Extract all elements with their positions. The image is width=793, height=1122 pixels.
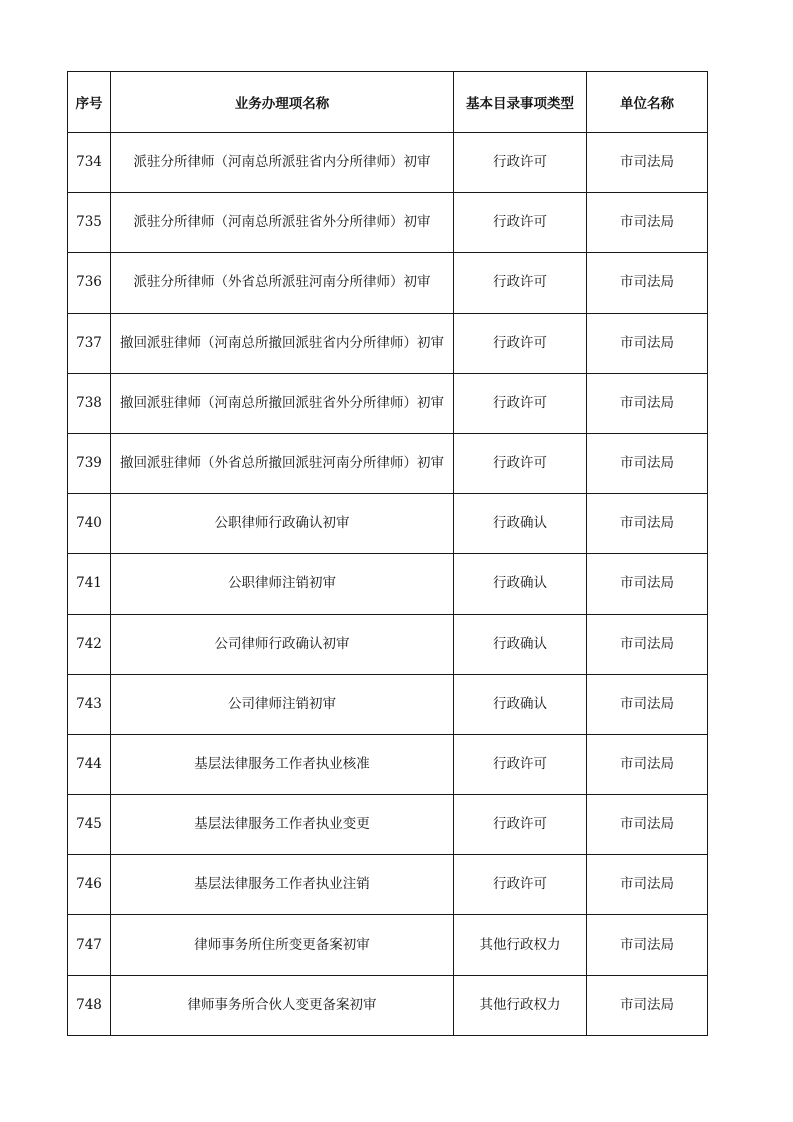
table-row: [68, 975, 708, 1035]
table-row: [68, 313, 708, 373]
service-items-table: [67, 71, 708, 1036]
row-unit: 市司法局: [587, 975, 708, 1035]
table-row: [68, 674, 708, 734]
table-row: [68, 373, 708, 433]
row-unit: 市司法局: [587, 554, 708, 614]
row-type: 行政确认: [454, 554, 587, 614]
row-unit: 市司法局: [587, 433, 708, 493]
header-unit: 单位名称: [587, 72, 708, 133]
row-type: 行政许可: [454, 433, 587, 493]
row-unit: 市司法局: [587, 795, 708, 855]
row-type: 行政许可: [454, 253, 587, 313]
row-unit: 市司法局: [587, 494, 708, 554]
row-no: 737: [68, 313, 111, 373]
row-name: 派驻分所律师（河南总所派驻省内分所律师）初审: [111, 133, 454, 193]
row-unit: 市司法局: [587, 614, 708, 674]
row-type: 行政许可: [454, 795, 587, 855]
row-unit: 市司法局: [587, 915, 708, 975]
row-unit: 市司法局: [587, 253, 708, 313]
table-row: [68, 614, 708, 674]
row-no: 748: [68, 975, 111, 1035]
row-name: 公职律师注销初审: [111, 554, 454, 614]
table-row: [68, 855, 708, 915]
row-no: 740: [68, 494, 111, 554]
row-no: 738: [68, 373, 111, 433]
table-row: [68, 133, 708, 193]
row-name: 公司律师行政确认初审: [111, 614, 454, 674]
row-type: 其他行政权力: [454, 915, 587, 975]
row-no: 735: [68, 193, 111, 253]
row-type: 行政许可: [454, 193, 587, 253]
row-no: 743: [68, 674, 111, 734]
row-type: 行政许可: [454, 133, 587, 193]
table-header-row: [68, 72, 708, 133]
row-name: 撤回派驻律师（外省总所撤回派驻河南分所律师）初审: [111, 433, 454, 493]
table-row: [68, 734, 708, 794]
row-no: 746: [68, 855, 111, 915]
row-name: 律师事务所合伙人变更备案初审: [111, 975, 454, 1035]
row-name: 派驻分所律师（河南总所派驻省外分所律师）初审: [111, 193, 454, 253]
row-name: 基层法律服务工作者执业变更: [111, 795, 454, 855]
table-row: [68, 494, 708, 554]
row-name: 撤回派驻律师（河南总所撤回派驻省内分所律师）初审: [111, 313, 454, 373]
row-unit: 市司法局: [587, 855, 708, 915]
row-no: 734: [68, 133, 111, 193]
row-name: 律师事务所住所变更备案初审: [111, 915, 454, 975]
row-unit: 市司法局: [587, 674, 708, 734]
row-unit: 市司法局: [587, 734, 708, 794]
row-no: 739: [68, 433, 111, 493]
row-name: 派驻分所律师（外省总所派驻河南分所律师）初审: [111, 253, 454, 313]
row-type: 行政许可: [454, 734, 587, 794]
row-unit: 市司法局: [587, 313, 708, 373]
row-unit: 市司法局: [587, 373, 708, 433]
header-type: 基本目录事项类型: [454, 72, 587, 133]
table-row: [68, 433, 708, 493]
row-unit: 市司法局: [587, 193, 708, 253]
header-no: 序号: [68, 72, 111, 133]
row-type: 行政许可: [454, 855, 587, 915]
row-name: 公职律师行政确认初审: [111, 494, 454, 554]
row-type: 行政许可: [454, 373, 587, 433]
table-row: [68, 795, 708, 855]
row-unit: 市司法局: [587, 133, 708, 193]
row-type: 其他行政权力: [454, 975, 587, 1035]
row-no: 747: [68, 915, 111, 975]
table-row: [68, 253, 708, 313]
row-no: 736: [68, 253, 111, 313]
row-type: 行政确认: [454, 494, 587, 554]
row-type: 行政确认: [454, 614, 587, 674]
row-name: 撤回派驻律师（河南总所撤回派驻省外分所律师）初审: [111, 373, 454, 433]
row-no: 745: [68, 795, 111, 855]
row-name: 基层法律服务工作者执业核准: [111, 734, 454, 794]
row-name: 公司律师注销初审: [111, 674, 454, 734]
row-no: 741: [68, 554, 111, 614]
row-name: 基层法律服务工作者执业注销: [111, 855, 454, 915]
row-no: 744: [68, 734, 111, 794]
table-row: [68, 193, 708, 253]
header-name: 业务办理项名称: [111, 72, 454, 133]
table-row: [68, 915, 708, 975]
row-type: 行政许可: [454, 313, 587, 373]
row-type: 行政确认: [454, 674, 587, 734]
table-row: [68, 554, 708, 614]
row-no: 742: [68, 614, 111, 674]
